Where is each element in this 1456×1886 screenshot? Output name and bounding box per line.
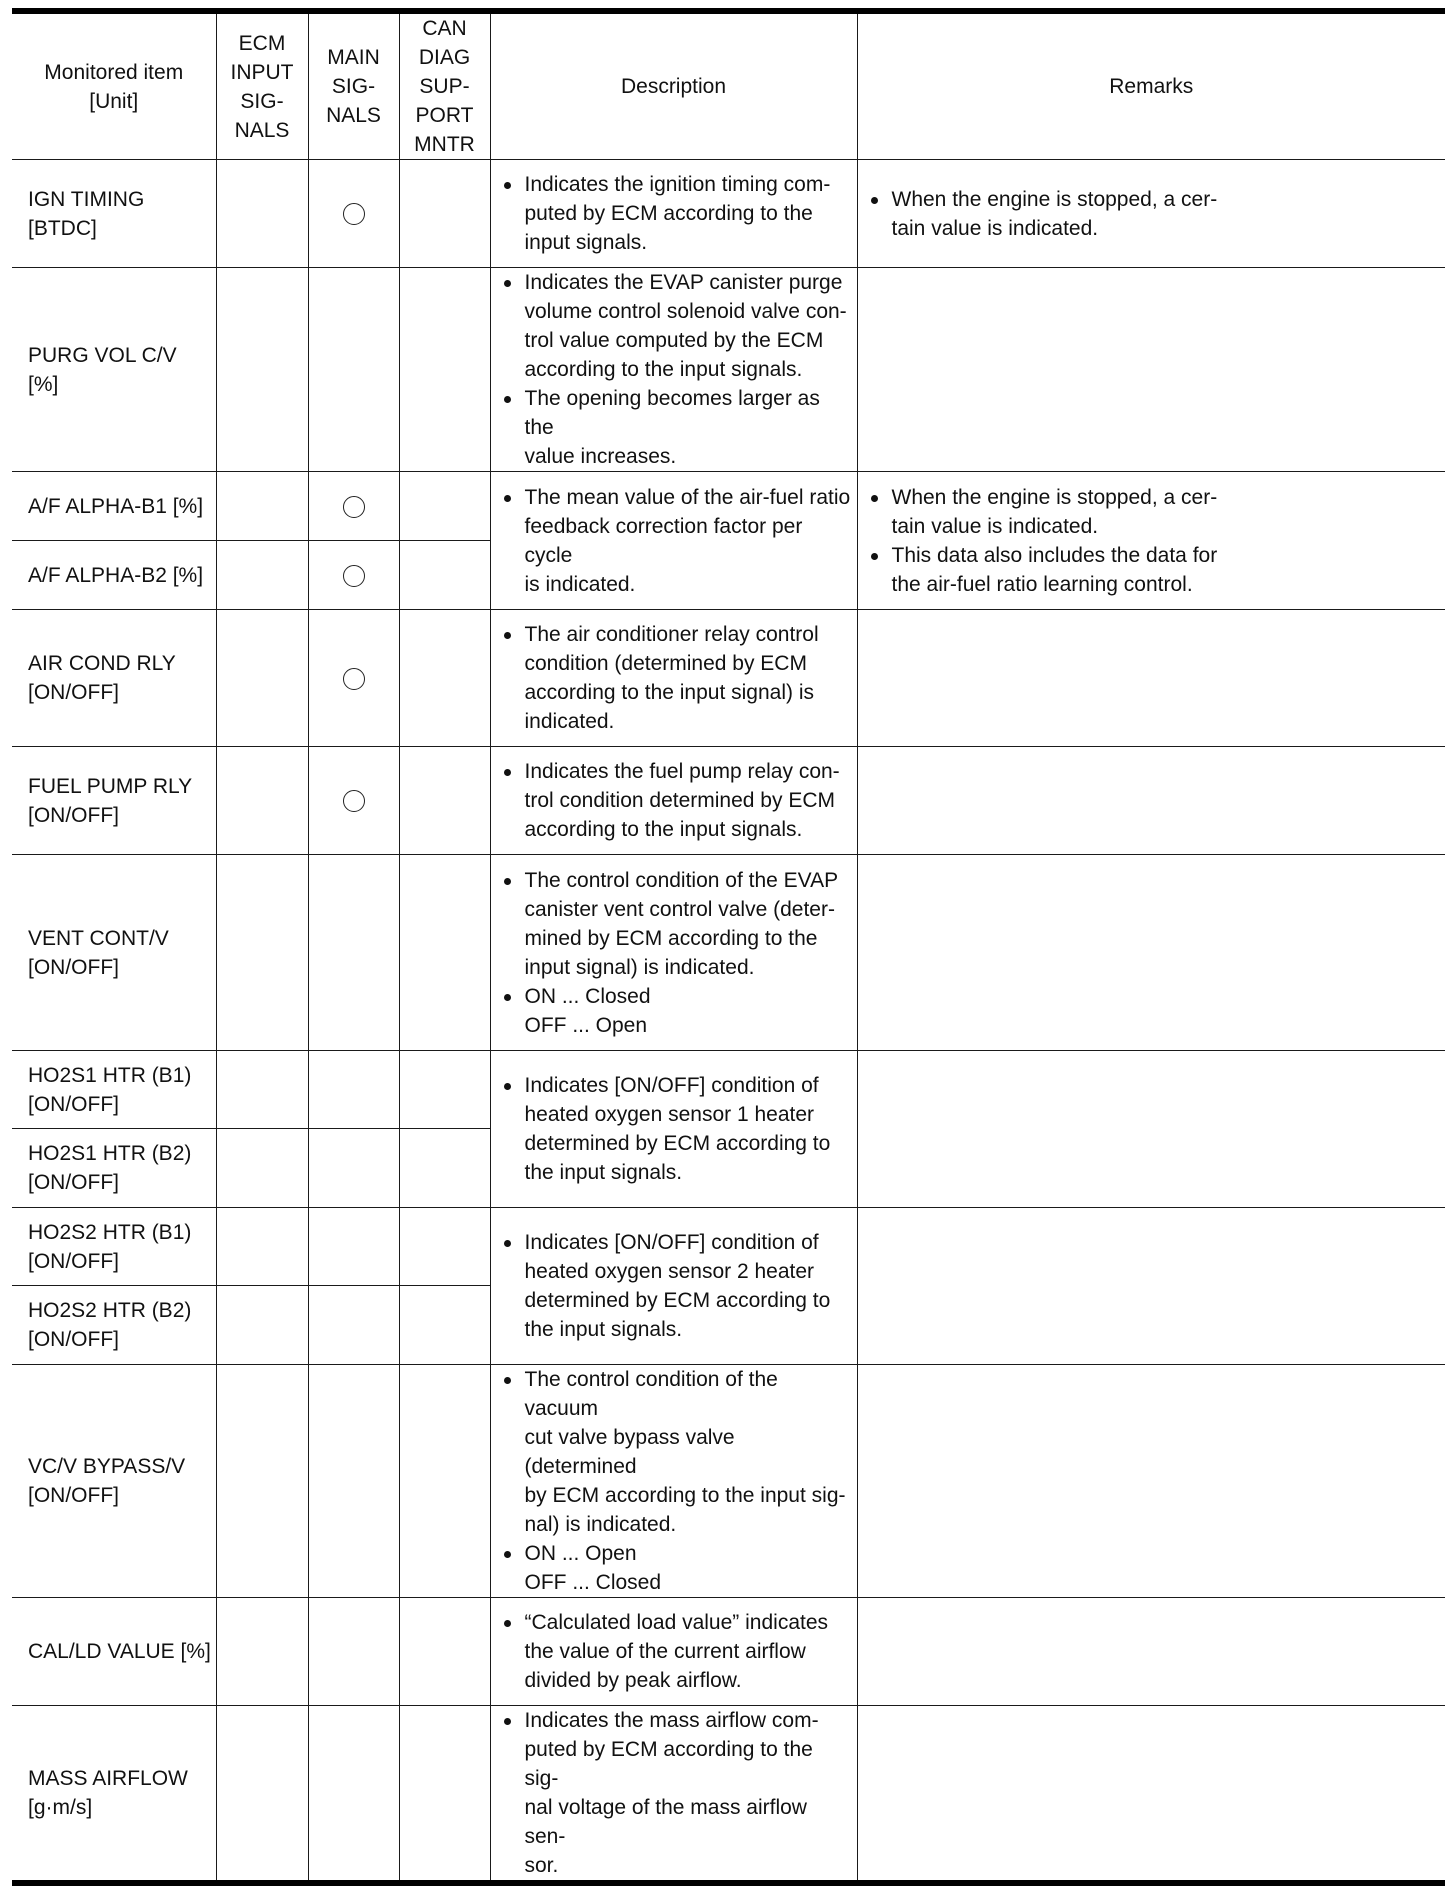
bullet-item: This data also includes the data for the air-fuel ratio learning control. (868, 541, 1440, 599)
header-line: SIG- (240, 89, 284, 113)
monitored-item (12, 855, 216, 1051)
ecm-input-cell (216, 1208, 308, 1286)
header-line: DIAG (418, 46, 471, 69)
bullet-item: The control condition of the vacuum cut valve bypass valve (determined by ECM according to the input sig- nal) is indicated. (501, 1365, 851, 1539)
bullet-item: ON ... Closed (501, 982, 851, 1011)
ecm-input-cell (216, 1051, 308, 1129)
item-unit: [ON/OFF] (28, 1249, 119, 1273)
main-signal-circle-icon (343, 790, 365, 812)
remarks-cell (857, 1706, 1445, 1884)
description-cell (490, 610, 857, 747)
item-name: VENT CONT/V (28, 926, 169, 950)
table-row (12, 268, 1445, 472)
main-signal-cell (308, 1208, 399, 1286)
header-line: ECM (238, 31, 286, 55)
item-unit: [ON/OFF] (28, 681, 119, 704)
ecm-input-cell (216, 160, 308, 268)
ecm-input-cell (216, 855, 308, 1051)
can-diag-cell (399, 1129, 490, 1208)
ecm-input-cell (216, 1286, 308, 1365)
ecm-input-cell (216, 1706, 308, 1884)
main-signal-cell (308, 268, 399, 472)
description-cell (490, 1706, 857, 1884)
description-cell (490, 160, 857, 268)
remarks-cell (857, 472, 1445, 610)
description-cell (490, 1365, 857, 1598)
header-line: SIG- (331, 75, 376, 98)
ecm-input-cell (216, 747, 308, 855)
main-signal-cell (308, 610, 399, 747)
item-unit: [ON/OFF] (28, 803, 119, 827)
remarks-cell (857, 1365, 1445, 1598)
can-diag-cell (399, 472, 490, 541)
description-cell (490, 747, 857, 855)
header-main-signals (308, 11, 399, 160)
monitor-item-page (12, 0, 1445, 1877)
header-line: MNTR (414, 133, 475, 156)
bullet-item: Indicates [ON/OFF] condition of heated oxygen sensor 1 heater determined by ECM according to the input signals. (501, 1071, 851, 1187)
item-name: HO2S1 HTR (B2) (28, 1142, 192, 1165)
remarks-cell (857, 1598, 1445, 1706)
table-row (12, 1208, 1445, 1286)
header-line: Monitored item (44, 60, 184, 84)
item-name: HO2S2 HTR (B2) (28, 1299, 192, 1322)
item-unit: [g·m/s] (28, 1796, 93, 1819)
table-row (12, 472, 1445, 541)
description-cell (490, 472, 857, 610)
main-signal-cell (308, 1129, 399, 1208)
bullet-item: Indicates the ignition timing com- puted by ECM according to the input signals. (501, 170, 851, 257)
item-name: AIR COND RLY (28, 652, 176, 675)
item-name: CAL/LD VALUE [%] (28, 1640, 211, 1663)
item-unit: [ON/OFF] (28, 1484, 119, 1507)
remarks-cell (857, 855, 1445, 1051)
main-signal-cell (308, 541, 399, 610)
item-unit: [ON/OFF] (28, 1328, 119, 1351)
main-signal-cell (308, 160, 399, 268)
monitored-item (12, 1286, 216, 1365)
monitored-item (12, 1208, 216, 1286)
item-unit: [BTDC] (28, 216, 97, 240)
can-diag-cell (399, 268, 490, 472)
item-unit: [ON/OFF] (28, 1171, 119, 1194)
table-row (12, 1598, 1445, 1706)
main-signal-cell (308, 1706, 399, 1884)
header-row (12, 11, 1445, 160)
header-description: Description (490, 11, 857, 160)
item-name: VC/V BYPASS/V (28, 1455, 186, 1478)
bullet-continuation: OFF ... Closed (524, 1571, 662, 1594)
remarks-cell (857, 1051, 1445, 1208)
bullet-item: The control condition of the EVAP canister vent control valve (deter- mined by ECM according to the input signal) is indicated. (501, 866, 851, 982)
main-signal-circle-icon (343, 668, 365, 690)
can-diag-cell (399, 160, 490, 268)
monitored-item (12, 160, 216, 268)
bullet-item: The air conditioner relay control condition (determined by ECM according to the input signal) is indicated. (501, 620, 851, 736)
header-line: NALS (326, 104, 381, 127)
can-diag-cell (399, 1208, 490, 1286)
can-diag-cell (399, 1706, 490, 1884)
monitored-item (12, 268, 216, 472)
ecm-input-cell (216, 1598, 308, 1706)
item-unit: [ON/OFF] (28, 1092, 119, 1116)
item-name: HO2S1 HTR (B1) (28, 1063, 192, 1087)
description-cell (490, 1051, 857, 1208)
main-signal-cell (308, 747, 399, 855)
main-signal-circle-icon (343, 565, 365, 587)
main-signal-cell (308, 1365, 399, 1598)
monitored-item (12, 747, 216, 855)
header-line: [Unit] (89, 89, 139, 113)
ecm-input-cell (216, 610, 308, 747)
table-row (12, 747, 1445, 855)
monitored-item: A/F ALPHA-B1 [%] (12, 472, 216, 541)
description-cell (490, 1598, 857, 1706)
item-name: MASS AIRFLOW (28, 1767, 188, 1790)
table-row (12, 855, 1445, 1051)
can-diag-cell (399, 610, 490, 747)
bullet-item: The opening becomes larger as the value increases. (501, 384, 851, 471)
item-name: HO2S2 HTR (B1) (28, 1220, 192, 1244)
header-ecm-input-signals (216, 11, 308, 160)
main-signal-circle-icon (343, 203, 365, 225)
ecm-input-cell (216, 541, 308, 610)
header-can-diag-support-monitor (399, 11, 490, 160)
item-name: PURG VOL C/V [%] (28, 343, 177, 396)
table-row (12, 160, 1445, 268)
header-line: NALS (234, 118, 290, 142)
monitored-item (12, 1051, 216, 1129)
main-signal-cell (308, 1051, 399, 1129)
can-diag-cell (399, 1598, 490, 1706)
main-signal-cell (308, 1286, 399, 1365)
table-row (12, 1051, 1445, 1129)
can-diag-cell (399, 541, 490, 610)
header-line: INPUT (230, 60, 294, 84)
can-diag-cell (399, 1365, 490, 1598)
monitored-item (12, 610, 216, 747)
bullet-item: Indicates the mass airflow com- puted by ECM according to the sig- nal voltage of the mass airflow sen- sor. (501, 1706, 851, 1880)
ecm-input-cell (216, 268, 308, 472)
ecm-input-cell (216, 1129, 308, 1208)
remarks-cell (857, 268, 1445, 472)
can-diag-cell (399, 855, 490, 1051)
monitored-item (12, 1129, 216, 1208)
description-cell (490, 855, 857, 1051)
bullet-item: ON ... Open (501, 1539, 851, 1568)
bullet-item: Indicates [ON/OFF] condition of heated oxygen sensor 2 heater determined by ECM according to the input signals. (501, 1228, 851, 1344)
bullet-item: Indicates the fuel pump relay con- trol condition determined by ECM according to the input signals. (501, 757, 851, 844)
main-signal-cell (308, 855, 399, 1051)
item-unit: [ON/OFF] (28, 955, 119, 979)
can-diag-cell (399, 1286, 490, 1365)
monitor-items-table (12, 8, 1445, 1886)
bullet-item: The mean value of the air-fuel ratio feedback correction factor per cycle is indicated. (501, 483, 851, 599)
item-name: IGN TIMING (28, 187, 145, 211)
monitored-item (12, 1706, 216, 1884)
header-remarks: Remarks (857, 11, 1445, 160)
remarks-cell (857, 1208, 1445, 1365)
header-line: SUP- (419, 75, 470, 98)
header-line: CAN (422, 17, 467, 40)
table-row (12, 1365, 1445, 1598)
monitored-item (12, 1598, 216, 1706)
monitored-item (12, 1365, 216, 1598)
bullet-item: When the engine is stopped, a cer- tain value is indicated. (868, 483, 1440, 541)
header-line: PORT (415, 104, 474, 127)
header-line: MAIN (327, 46, 380, 69)
main-signal-circle-icon (343, 496, 365, 518)
can-diag-cell (399, 1051, 490, 1129)
header-monitored-item (12, 11, 216, 160)
table-row (12, 610, 1445, 747)
description-cell (490, 1208, 857, 1365)
bullet-continuation: OFF ... Open (524, 1013, 648, 1037)
remarks-cell (857, 160, 1445, 268)
remarks-cell (857, 610, 1445, 747)
bullet-item: When the engine is stopped, a cer- tain value is indicated. (868, 185, 1440, 243)
table-row (12, 1706, 1445, 1884)
ecm-input-cell (216, 1365, 308, 1598)
item-name: FUEL PUMP RLY (28, 774, 193, 798)
description-cell (490, 268, 857, 472)
can-diag-cell (399, 747, 490, 855)
bullet-item: “Calculated load value” indicates the value of the current airflow divided by peak airflow. (501, 1608, 851, 1695)
main-signal-cell (308, 1598, 399, 1706)
remarks-cell (857, 747, 1445, 855)
monitored-item: A/F ALPHA-B2 [%] (12, 541, 216, 610)
main-signal-cell (308, 472, 399, 541)
bullet-item: Indicates the EVAP canister purge volume control solenoid valve con- trol value computed by the ECM according to the input signals. (501, 268, 851, 384)
ecm-input-cell (216, 472, 308, 541)
